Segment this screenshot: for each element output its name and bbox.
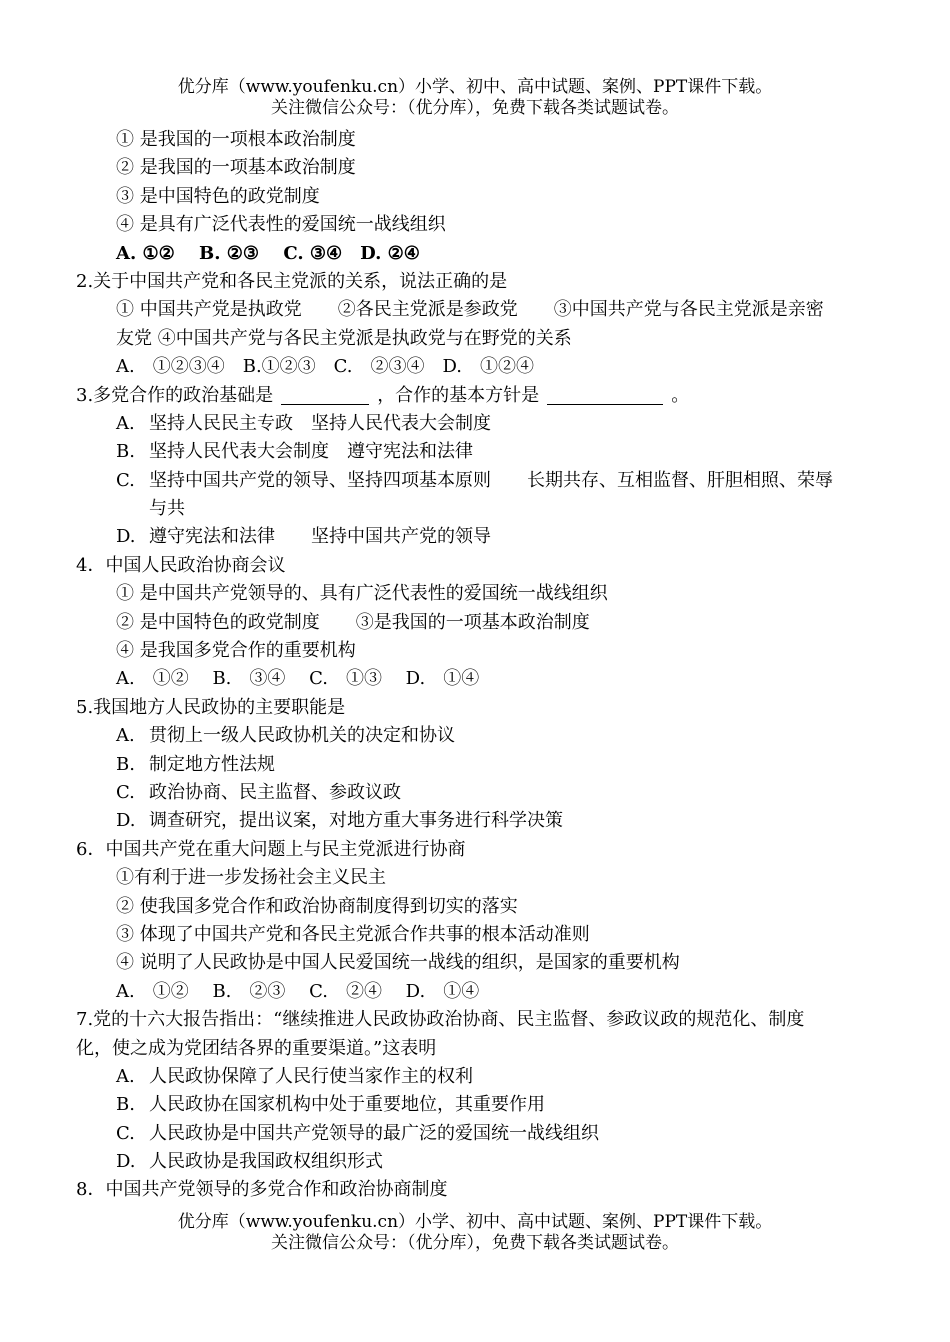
q4-item-3: ④ 是我国多党合作的重要机构	[116, 640, 356, 662]
q7-option-c: C. 人民政协是中国共产党领导的最广泛的爱国统一战线组织	[116, 1122, 599, 1144]
document-body	[76, 126, 876, 1205]
q3-blank-2	[547, 384, 663, 405]
q3-blank-1	[281, 384, 369, 405]
q2-statements-line-1: ① 中国共产党是执政党 ②各民主党派是参政党 ③中国共产党与各民主党派是亲密	[116, 299, 824, 321]
page-footer	[0, 1212, 950, 1254]
q7-option-d: D. 人民政协是我国政权组织形式	[116, 1151, 383, 1173]
q2-stem: 2.关于中国共产党和各民主党派的关系，说法正确的是	[76, 270, 508, 292]
q1-item-4: ④ 是具有广泛代表性的爱国统一战线组织	[116, 214, 446, 236]
q3-stem-part-3: 。	[671, 384, 690, 406]
q3-option-c-continued: 与共	[149, 498, 185, 520]
q7-option-b: B. 人民政协在国家机构中处于重要地位，其重要作用	[116, 1094, 545, 1116]
q5-option-b: B. 制定地方性法规	[116, 753, 275, 775]
q6-stem: 6．中国共产党在重大问题上与民主党派进行协商	[76, 838, 466, 860]
q3-option-a: A. 坚持人民民主专政 坚持人民代表大会制度	[116, 412, 491, 434]
header-line-1: 优分库（www.youfenku.cn）小学、初中、高中试题、案例、PPT课件下载。	[177, 77, 773, 97]
q4-options: A. ①② B. ③④ C. ①③ D. ①④	[116, 668, 480, 690]
q8-stem: 8．中国共产党领导的多党合作和政治协商制度	[76, 1179, 448, 1201]
q4-item-1: ① 是中国共产党领导的、具有广泛代表性的爱国统一战线组织	[116, 583, 608, 605]
footer-line-2: 关注微信公众号：（优分库），免费下载各类试题试卷。	[271, 1233, 679, 1253]
q1-item-3: ③ 是中国特色的政党制度	[116, 185, 320, 207]
q6-item-4: ④ 说明了人民政协是中国人民爱国统一战线的组织，是国家的重要机构	[116, 952, 680, 974]
q2-statements-line-2: 友党 ④中国共产党与各民主党派是执政党与在野党的关系	[116, 327, 572, 349]
q5-option-a: A. 贯彻上一级人民政协机关的决定和协议	[116, 725, 455, 747]
q3-option-c: C. 坚持中国共产党的领导、坚持四项基本原则 长期共存、互相监督、肝胆相照、荣辱	[116, 469, 833, 491]
q6-item-1: ①有利于进一步发扬社会主义民主	[116, 867, 386, 889]
q5-option-d: D. 调查研究，提出议案，对地方重大事务进行科学决策	[116, 810, 563, 832]
q3-stem-part-1: 3.多党合作的政治基础是	[76, 384, 274, 406]
q3-option-b: B. 坚持人民代表大会制度 遵守宪法和法律	[116, 441, 473, 463]
q1-item-2: ② 是我国的一项基本政治制度	[116, 157, 356, 179]
q2-options: A. ①②③④ B.①②③ C. ②③④ D. ①②④	[116, 356, 535, 378]
q5-stem: 5.我国地方人民政协的主要职能是	[76, 696, 346, 718]
q1-item-1: ① 是我国的一项根本政治制度	[116, 129, 356, 150]
q7-stem-line-1: 7.党的十六大报告指出：“继续推进人民政协政治协商、民主监督、参政议政的规范化、制度	[76, 1009, 805, 1031]
q1-options: A. ①② B. ②③ C. ③④ D. ②④	[116, 242, 420, 264]
q6-item-3: ③ 体现了中国共产党和各民主党派合作共事的根本活动准则	[116, 923, 590, 945]
q3-stem-part-2: ，合作的基本方针是	[377, 384, 540, 406]
header-line-2: 关注微信公众号：（优分库），免费下载各类试题试卷。	[271, 98, 679, 118]
q7-option-a: A. 人民政协保障了人民行使当家作主的权利	[116, 1065, 473, 1087]
q6-item-2: ② 使我国多党合作和政治协商制度得到切实的落实	[116, 895, 518, 917]
q4-item-2: ② 是中国特色的政党制度 ③是我国的一项基本政治制度	[116, 611, 590, 633]
footer-line-1: 优分库（www.youfenku.cn）小学、初中、高中试题、案例、PPT课件下载。	[177, 1212, 773, 1232]
page-header	[0, 77, 950, 119]
q5-option-c: C. 政治协商、民主监督、参政议政	[116, 781, 401, 803]
q3-option-d: D. 遵守宪法和法律 坚持中国共产党的领导	[116, 526, 491, 548]
q3-stem	[76, 382, 876, 410]
q6-options: A. ①② B. ②③ C. ②④ D. ①④	[116, 980, 480, 1002]
q7-stem-line-2: 化，使之成为党团结各界的重要渠道。”这表明	[76, 1037, 437, 1059]
q4-stem: 4．中国人民政治协商会议	[76, 554, 286, 576]
